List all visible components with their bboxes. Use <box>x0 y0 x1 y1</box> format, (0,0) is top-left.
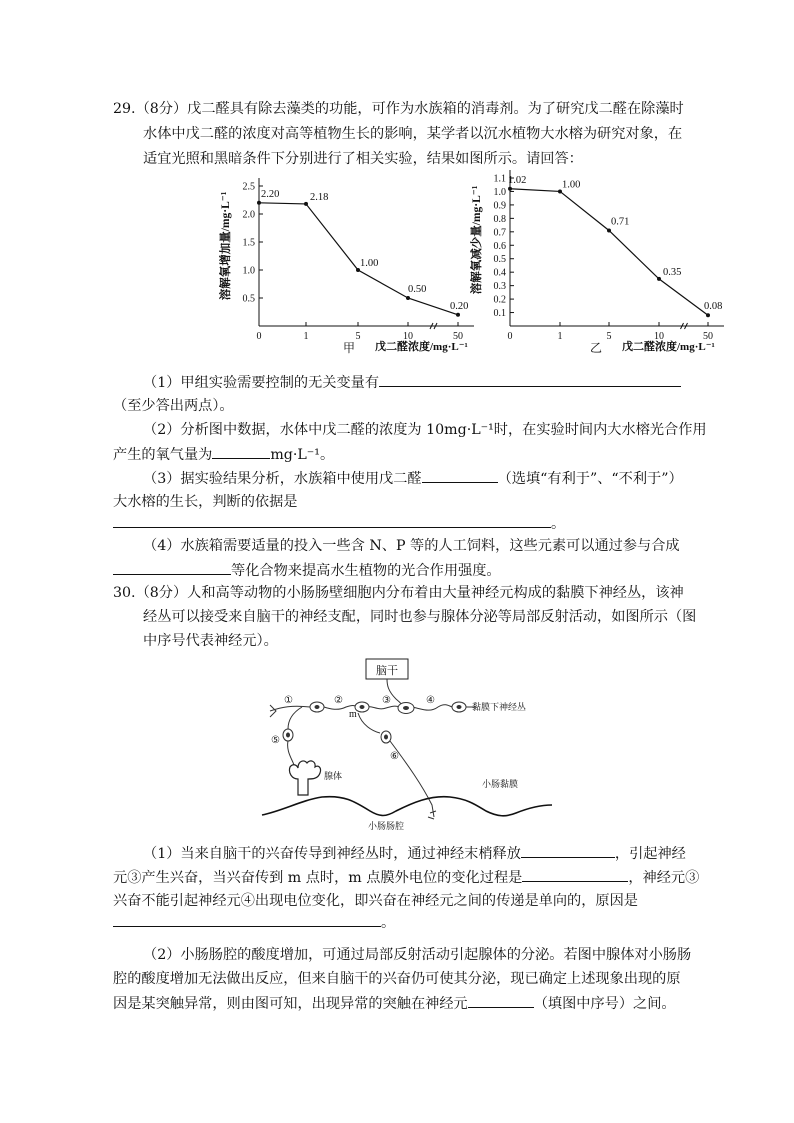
x-tick-label: 10 <box>654 331 664 342</box>
y-axis-label: 溶解氧增加量/mg·L⁻¹ <box>220 191 232 301</box>
data-point <box>406 296 410 300</box>
neuron-1-icon <box>310 702 324 712</box>
data-label: 1.00 <box>562 179 581 191</box>
answer-blank-7[interactable] <box>522 867 628 882</box>
q29-sub1-cont: （至少答出两点）。 <box>113 398 234 414</box>
chart-title: 乙 <box>590 341 603 355</box>
label-mucosa: 小肠黏膜 <box>482 779 519 789</box>
x-tick-label: 0 <box>507 331 513 342</box>
neural-diagram <box>262 655 552 835</box>
q29-sub3-answer <box>113 513 565 534</box>
label-n6: ⑥ <box>390 751 399 762</box>
data-point <box>558 189 562 193</box>
q29-sub3 <box>143 468 683 489</box>
y-tick-label: 0.7 <box>493 227 506 239</box>
series-line <box>510 189 708 315</box>
q29-sub4-cont <box>113 560 501 581</box>
neuron-4-icon <box>452 702 466 712</box>
label-n4: ④ <box>426 695 435 706</box>
neuron-6-icon <box>381 731 391 743</box>
label-n5: ⑤ <box>271 735 280 746</box>
x-tick-label: 5 <box>606 331 612 342</box>
neuron-5-icon <box>283 729 293 741</box>
x-tick-label: 1 <box>557 331 563 342</box>
q30-sub2-text-d: （填图中序号）之间。 <box>533 996 676 1012</box>
chart-yi <box>469 170 724 355</box>
answer-blank-1[interactable] <box>379 372 681 387</box>
y-tick-label: 2.0 <box>242 209 255 221</box>
axis-break <box>430 323 437 329</box>
answer-blank-4[interactable] <box>113 513 551 528</box>
data-point <box>456 313 460 317</box>
y-tick-label: 0.6 <box>493 240 506 252</box>
data-point <box>706 313 710 317</box>
q29-sub3-end: 。 <box>551 516 566 532</box>
y-tick-label: 0.9 <box>493 200 506 212</box>
x-tick-label: 10 <box>403 331 413 342</box>
q29-sub1-text: （1）甲组实验需要控制的无关变量有 <box>143 375 380 391</box>
q30-sub1-text-b: ，引起神经 <box>614 846 686 862</box>
x-tick-label: 50 <box>703 331 713 342</box>
y-tick-label: 0.4 <box>493 267 506 279</box>
data-point <box>304 202 308 206</box>
data-point <box>607 228 611 232</box>
x-axis-label: 戊二醛浓度/mg·L⁻¹ <box>622 341 715 353</box>
data-label: 2.20 <box>261 188 280 200</box>
label-lumen: 小肠肠腔 <box>368 821 405 831</box>
y-tick-label: 1.0 <box>493 186 506 198</box>
series-line <box>259 203 458 315</box>
label-n1: ① <box>284 695 293 706</box>
chart-jia <box>218 178 474 355</box>
data-label: 0.20 <box>450 300 469 312</box>
q30-sub1-line4 <box>113 912 395 933</box>
y-tick-label: 1.0 <box>242 265 255 277</box>
answer-blank-5[interactable] <box>113 560 231 575</box>
data-point <box>508 187 512 191</box>
axis-break <box>681 323 688 329</box>
data-label: 0.50 <box>408 284 427 295</box>
q30-sub2: （2）小肠肠腔的酸度增加，可通过局部反射活动引起腺体的分泌。若图中腺体对小肠肠 <box>143 947 692 963</box>
q29-intro-3: 适宜光照和黑暗条件下分别进行了相关实验，结果如图所示。请回答： <box>143 151 583 167</box>
chart-title: 甲 <box>343 341 356 355</box>
label-m: m <box>349 709 357 720</box>
q29-intro-1: 29.（8分）戊二醛具有除去藻类的功能，可作为水族箱的消毒剂。为了研究戊二醛在除藻时 <box>113 101 684 117</box>
data-label: 2.18 <box>310 191 329 203</box>
x-tick-label: 50 <box>453 331 463 342</box>
answer-blank-3[interactable] <box>422 468 498 483</box>
neuron-3-icon <box>398 703 414 714</box>
q29-sub2-unit: mg·L⁻¹。 <box>270 447 335 463</box>
q29-intro-2: 水体中戊二醛的浓度对高等植物生长的影响，某学者以沉水植物大水榕为研究对象，在 <box>143 126 683 142</box>
q29-sub3-opts: （选填“有利于”、“不利于”） <box>497 471 683 487</box>
data-point <box>657 277 661 281</box>
q30-sub1-text-c: 元③产生兴奋，当兴奋传到 m 点时，m 点膜外电位的变化过程是 <box>113 870 523 886</box>
q30-sub1-line3: 兴奋不能引起神经元④出现电位变化，即兴奋在神经元之间的传递是单向的，原因是 <box>113 893 638 909</box>
q30-sub1 <box>143 843 686 864</box>
q29-sub4: （4）水族箱需要适量的投入一些含 N、P 等的人工饲料，这些元素可以通过参与合成 <box>143 538 680 554</box>
q30-sub2-line3 <box>113 993 676 1014</box>
data-label: 1.00 <box>360 258 379 269</box>
data-label: 0.35 <box>663 266 682 278</box>
q30-sub1-line2 <box>113 867 699 888</box>
q30-intro-3: 中序号代表神经元）。 <box>143 633 278 649</box>
y-axis-label: 溶解氧减少量/mg·L⁻¹ <box>471 185 483 295</box>
label-gland: 腺体 <box>324 771 343 781</box>
y-tick-label: 0.5 <box>493 254 506 266</box>
y-tick-label: 1.1 <box>493 173 506 185</box>
q29-sub3-cont: 大水榕的生长，判断的依据是 <box>113 494 298 510</box>
data-point <box>356 268 360 272</box>
data-point <box>257 201 261 205</box>
answer-blank-2[interactable] <box>212 444 270 459</box>
q29-sub3-text: （3）据实验结果分析，水族箱中使用戊二醛 <box>143 471 422 487</box>
neuron-2-icon <box>355 702 369 712</box>
label-n3: ③ <box>382 695 391 706</box>
q29-sub4-text: 等化合物来提高水生植物的光合作用强度。 <box>231 563 501 579</box>
y-tick-label: 0.2 <box>493 294 506 306</box>
q30-sub1-end: 。 <box>381 915 396 931</box>
label-n2: ② <box>334 695 343 706</box>
y-tick-label: 0.5 <box>242 293 255 305</box>
q30-sub1-text-d: ，神经元③ <box>628 870 700 886</box>
q29-sub2: （2）分析图中数据，水体中戊二醛的浓度为 10mg·L⁻¹时，在实验时间内大水榕光合作用 <box>143 422 707 438</box>
x-tick-label: 5 <box>355 331 361 342</box>
q30-intro-2: 经丛可以接受来自脑干的神经支配，同时也参与腺体分泌等局部反射活动，如图所示（图 <box>143 609 697 625</box>
label-plexus: 黏膜下神经丛 <box>472 702 527 712</box>
x-tick-label: 0 <box>256 331 262 342</box>
y-tick-label: 0.1 <box>493 308 506 320</box>
q29-sub1 <box>143 372 681 393</box>
q29-sub2-cont <box>113 444 334 465</box>
brainstem-label: 脑干 <box>376 665 398 677</box>
q30-sub1-text: （1）当来自脑干的兴奋传导到神经丛时，通过神经末梢释放 <box>143 846 521 862</box>
answer-blank-8[interactable] <box>113 912 381 927</box>
gland-icon <box>289 761 320 795</box>
q30-intro-1: 30.（8分）人和高等动物的小肠肠壁细胞内分布着由大量神经元构成的黏膜下神经丛，该神 <box>113 585 684 601</box>
x-tick-label: 1 <box>303 331 309 342</box>
q30-sub2-line2: 腔的酸度增加无法做出反应，但来自脑干的兴奋仍可使其分泌，现已确定上述现象出现的原 <box>113 971 681 987</box>
data-label: 0.71 <box>611 216 630 228</box>
answer-blank-9[interactable] <box>468 993 534 1008</box>
q30-sub2-text-c: 因是某突触异常，则由图可知，出现异常的突触在神经元 <box>113 996 468 1012</box>
q29-sub2-text: 产生的氧气量为 <box>113 447 213 463</box>
y-tick-label: 0.8 <box>493 213 506 225</box>
x-axis-label: 戊二醛浓度/mg·L⁻¹ <box>375 341 468 353</box>
answer-blank-6[interactable] <box>521 843 615 858</box>
data-label: 1.02 <box>508 174 527 186</box>
y-tick-label: 2.5 <box>242 181 255 193</box>
data-label: 0.08 <box>704 301 723 313</box>
y-tick-label: 1.5 <box>242 237 255 249</box>
y-tick-label: 0.3 <box>493 281 506 293</box>
